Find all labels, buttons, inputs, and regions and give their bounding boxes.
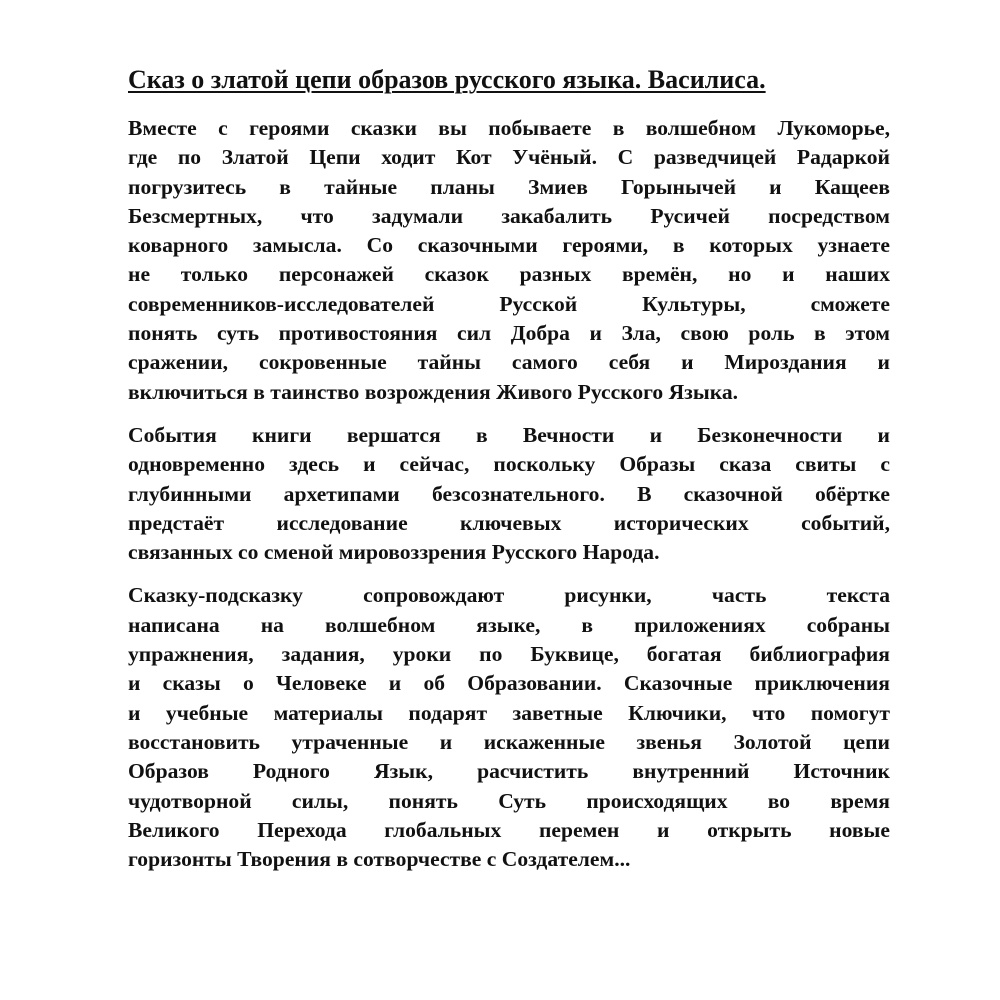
paragraph-line: упражнения, задания, уроки по Буквице, богатая библиография bbox=[128, 642, 890, 667]
paragraph-line: Великого Перехода глобальных перемен и открыть новые bbox=[128, 817, 890, 842]
paragraph-line: современников-исследователей Русской Культуры, сможете bbox=[128, 291, 890, 316]
paragraph-line: одновременно здесь и сейчас, поскольку Образы сказа свиты с bbox=[128, 452, 890, 477]
paragraph-line: Образов Родного Язык, расчистить внутренний Источник bbox=[128, 759, 890, 784]
paragraph-line: горизонты Творения в сотворчестве с Создателем... bbox=[128, 847, 631, 872]
paragraph-line: восстановить утраченные и искаженные звенья Золотой цепи bbox=[128, 729, 890, 754]
paragraph-line: События книги вершатся в Вечности и Безконечности и bbox=[128, 422, 890, 447]
paragraph-line: чудотворной силы, понять Суть происходящих во время bbox=[128, 788, 890, 813]
paragraph-line: погрузитесь в тайные планы Змиев Горынычей и Кащеев bbox=[128, 174, 890, 199]
paragraph-line: и учебные материалы подарят заветные Ключики, что помогут bbox=[128, 700, 890, 725]
paragraph-line: предстаёт исследование ключевых исторических событий, bbox=[128, 510, 890, 535]
paragraph-line: и сказы о Человеке и об Образовании. Сказочные приключения bbox=[128, 671, 890, 696]
paragraph-line: не только персонажей сказок разных времён, но и наших bbox=[128, 262, 890, 287]
document-page bbox=[128, 62, 890, 888]
body-paragraph-1 bbox=[128, 114, 890, 407]
paragraph-line: глубинными архетипами безсознательного. В сказочной обёртке bbox=[128, 481, 890, 506]
paragraph-line: где по Златой Цепи ходит Кот Учёный. С разведчицей Радаркой bbox=[128, 145, 890, 170]
paragraph-line: понять суть противостояния сил Добра и Зла, свою роль в этом bbox=[128, 321, 890, 346]
document-title: Сказ о златой цепи образов русского языка. Василиса. bbox=[128, 65, 766, 94]
paragraph-line: сражении, сокровенные тайны самого себя и Мироздания и bbox=[128, 350, 890, 375]
paragraph-line: Безсмертных, что задумали закабалить Русичей посредством bbox=[128, 203, 890, 228]
paragraph-line: включиться в таинство возрождения Живого Русского Языка. bbox=[128, 379, 739, 404]
paragraph-line: написана на волшебном языке, в приложениях собраны bbox=[128, 612, 890, 637]
body-paragraph-2 bbox=[128, 421, 890, 567]
paragraph-line: коварного замысла. Со сказочными героями, в которых узнаете bbox=[128, 233, 890, 258]
body-paragraph-3 bbox=[128, 581, 890, 874]
document-body bbox=[128, 114, 890, 874]
paragraph-line: связанных со сменой мировоззрения Русского Народа. bbox=[128, 540, 660, 565]
paragraph-line: Сказку-подсказку сопровождают рисунки, часть текста bbox=[128, 583, 890, 608]
paragraph-line: Вместе с героями сказки вы побываете в волшебном Лукоморье, bbox=[128, 116, 890, 140]
